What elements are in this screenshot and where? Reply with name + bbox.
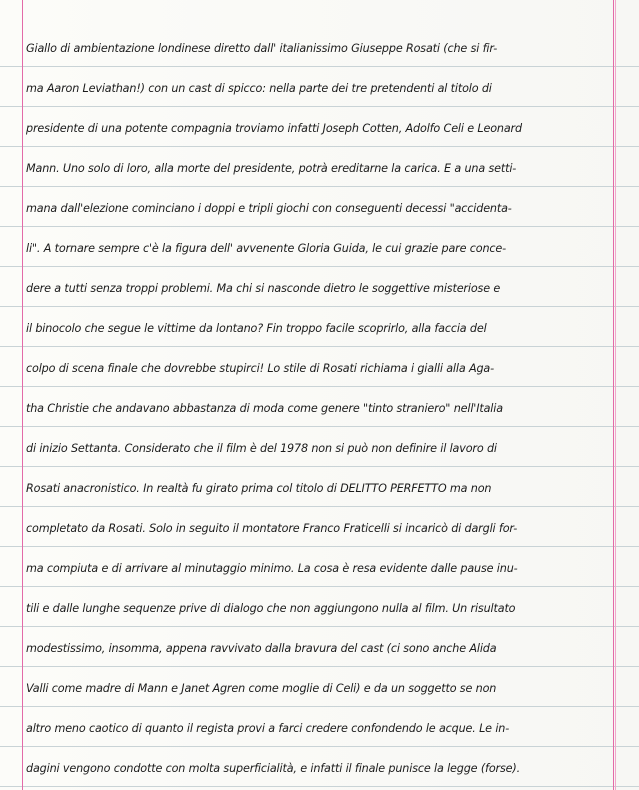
text-line: mana dall'elezione cominciano i doppi e tripli giochi con conseguenti decessi "accidenta- [26,202,512,215]
text-line: di inizio Settanta. Considerato che il film è del 1978 non si può non definire il lavoro di [26,442,497,455]
text-line: ma Aaron Leviathan!) con un cast di spicco: nella parte dei tre pretendenti al titolo di [26,82,492,95]
right-margin-line [613,0,614,790]
rule-line [0,226,639,227]
text-line: colpo di scena finale che dovrebbe stupirci! Lo stile di Rosati richiama i gialli alla Aga- [26,362,495,375]
text-line: Mann. Uno solo di loro, alla morte del presidente, potrà ereditarne la carica. E a una setti- [26,162,517,175]
rule-line [0,106,639,107]
rule-line [0,346,639,347]
rule-line [0,506,639,507]
text-line: modestissimo, insomma, appena ravvivato dalla bravura del cast (ci sono anche Alida [26,642,497,655]
rule-line [0,186,639,187]
text-line: presidente di una potente compagnia troviamo infatti Joseph Cotten, Adolfo Celi e Leonard [26,122,522,135]
text-line: ma compiuta e di arrivare al minutaggio minimo. La cosa è resa evidente dalle pause inu- [26,562,518,575]
text-line: tha Christie che andavano abbastanza di moda come genere "tinto straniero" nell'Italia [26,402,503,415]
text-line: completato da Rosati. Solo in seguito il montatore Franco Fraticelli si incaricò di dargli for- [26,522,518,535]
text-line: li". A tornare sempre c'è la figura dell' avvenente Gloria Guida, le cui grazie pare conce- [26,242,506,255]
text-line: tili e dalle lunghe sequenze prive di dialogo che non aggiungono nulla al film. Un risultato [26,602,516,615]
rule-line [0,746,639,747]
rule-line [0,626,639,627]
text-line: altro meno caotico di quanto il regista provi a farci credere confondendo le acque. Le in- [26,722,510,735]
rule-line [0,266,639,267]
text-line: Valli come madre di Mann e Janet Agren come moglie di Celi) e da un soggetto se non [26,682,497,695]
rule-line [0,466,639,467]
rule-line [0,146,639,147]
rule-line [0,666,639,667]
right-margin-line-secondary [615,0,616,790]
rule-line [0,586,639,587]
rule-line [0,786,639,787]
rule-line [0,66,639,67]
left-margin-line [22,0,23,790]
text-line: dere a tutti senza troppi problemi. Ma chi si nasconde dietro le soggettive misteriose e [26,282,501,295]
rule-line [0,706,639,707]
rule-line [0,426,639,427]
text-line: il binocolo che segue le vittime da lontano? Fin troppo facile scoprirlo, alla faccia del [26,322,487,335]
text-line: Giallo di ambientazione londinese diretto dall' italianissimo Giuseppe Rosati (che si fir- [26,42,498,55]
text-line: dagini vengono condotte con molta superficialità, e infatti il finale punisce la legge (forse). [26,762,521,775]
rule-line [0,386,639,387]
text-line: Rosati anacronistico. In realtà fu girato prima col titolo di DELITTO PERFETTO ma non [26,482,492,495]
rule-line [0,306,639,307]
rule-line [0,546,639,547]
